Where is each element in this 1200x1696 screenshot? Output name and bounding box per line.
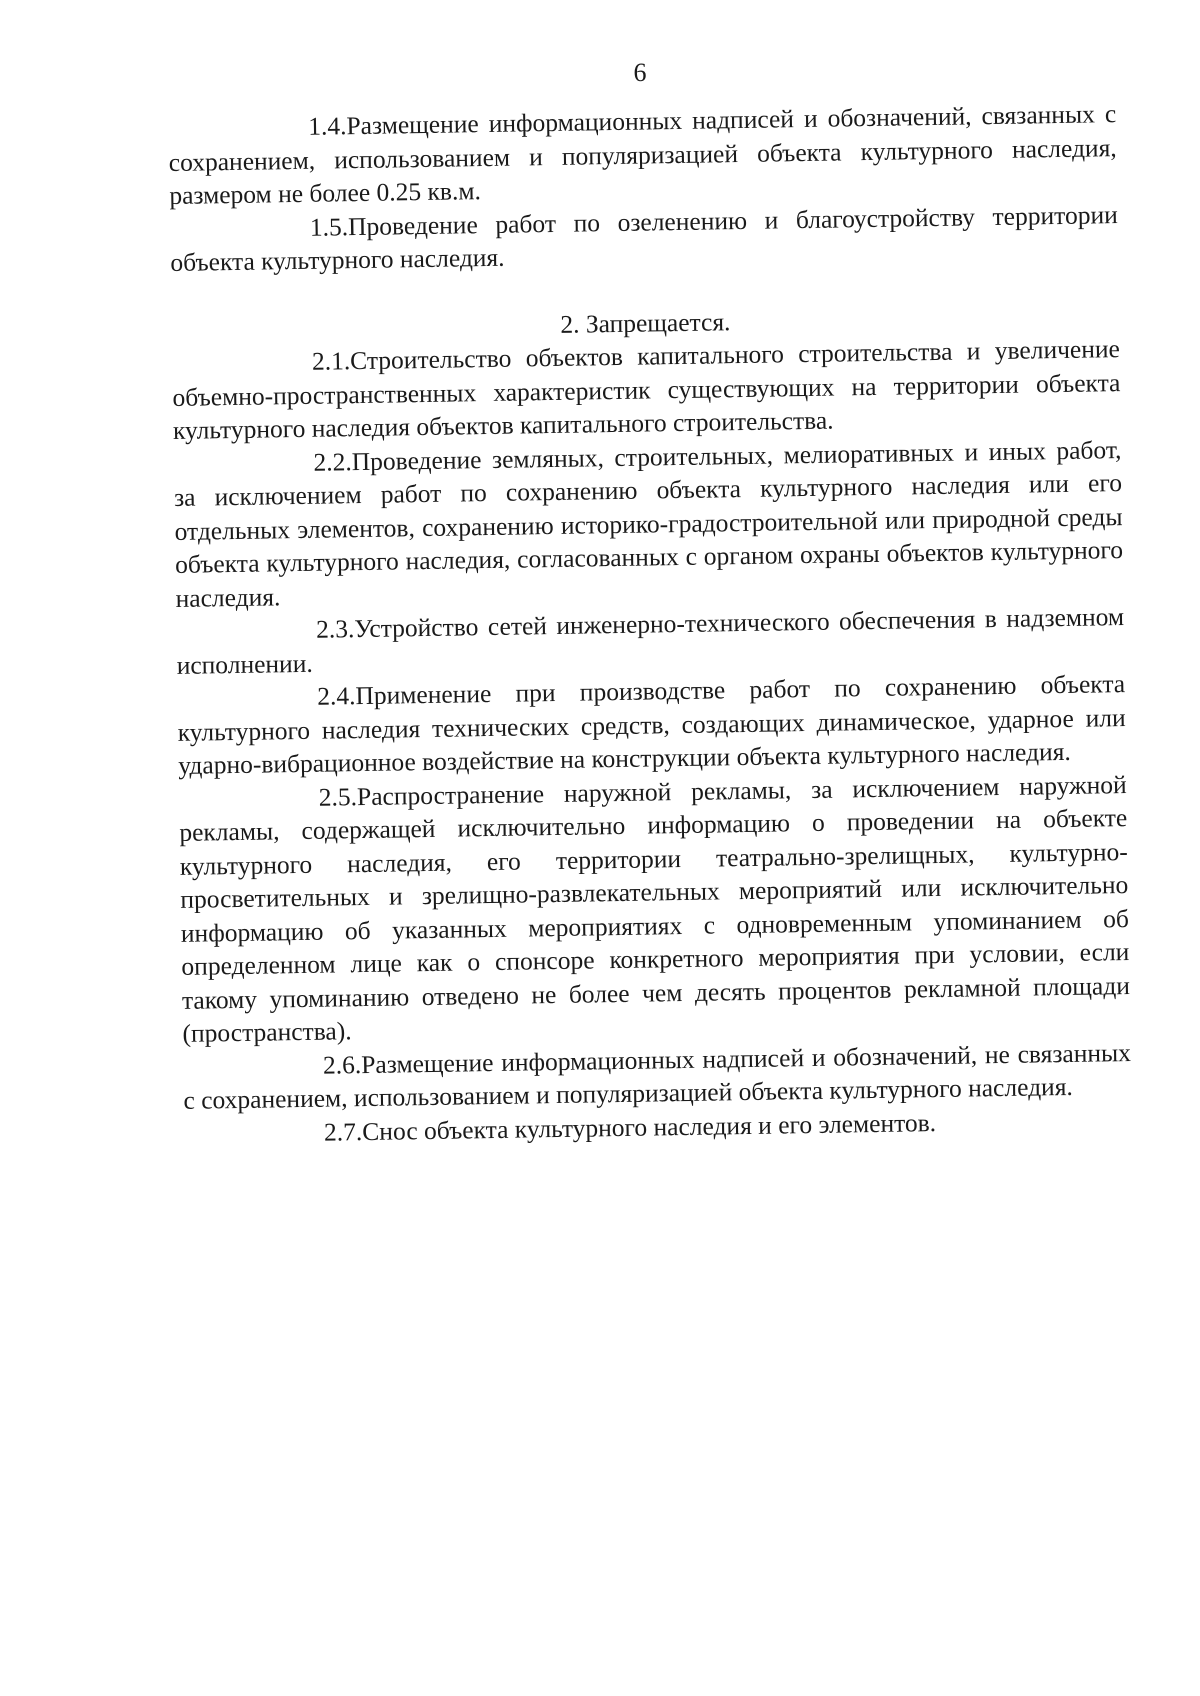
item-number: 1.4.	[308, 111, 347, 141]
item-text: Строительство объектов капитального строительства и увеличение объемно-пространственных характеристик существующих на территории объекта культурного наследия объектов капитального строительства.	[172, 334, 1121, 445]
section-title: 2. Запрещается.	[560, 306, 731, 339]
item-number: 2.6.	[322, 1049, 362, 1080]
item-text: Устройство сетей инженерно-технического обеспечения в надземном исполнении.	[176, 602, 1125, 680]
list-item	[170, 198, 1119, 280]
item-text: Размещение информационных надписей и обозначений, не связанных с сохранением, использованием и популяризацией объекта культурного наследия.	[183, 1037, 1132, 1115]
item-number: 2.1.	[311, 346, 351, 376]
document-body	[168, 97, 1132, 1151]
item-number: 1.5.	[309, 211, 349, 242]
item-number: 2.4.	[316, 681, 356, 711]
item-number: 2.3.	[315, 614, 355, 644]
list-item	[173, 433, 1124, 615]
item-number: 2.7.	[323, 1116, 363, 1147]
item-number: 2.2.	[313, 446, 352, 477]
item-text: Проведение земляных, строительных, мелиоративных и иных работ, за исключением работ по сохранению объекта культурного наследия или его отдельных элементов, сохранению историко-градостроительной или природной среды объекта культурного наследия, согласованных с органом охраны объектов культурного наследия.	[173, 434, 1124, 613]
list-item	[179, 768, 1131, 1051]
list-item	[177, 667, 1126, 782]
item-text: Распространение наружной рекламы, за исключением наружной рекламы, содержащей исключительно информацию о проведении на объекте культурного наследия, его территории театрально-зрелищных, культурно-просветительных и зрелищно-развлекательных мероприятий или исключительно информацию об указанных мероприятиях с одновременным упоминанием об определенном лице как о спонсоре конкретного мероприятия при условии, если такому упоминанию отведено не более чем десять процентов рекламной площади (пространства).	[179, 769, 1131, 1048]
list-item	[168, 97, 1117, 212]
item-text: Снос объекта культурного наследия и его элементов.	[362, 1107, 937, 1146]
item-text: Размещение информационных надписей и обозначений, связанных с сохранением, использованием и популяризацией объекта культурного наследия, размером не более 0.25 кв.м.	[168, 99, 1117, 210]
item-text: Проведение работ по озеленению и благоустройству территории объекта культурного наследия.	[170, 199, 1118, 277]
page-number: 6	[633, 58, 647, 87]
item-number: 2.5.	[318, 781, 358, 812]
list-item	[172, 332, 1121, 447]
item-text: Применение при производстве работ по сохранению объекта культурного наследия технических средств, создающих динамическое, ударное или ударно-вибрационное воздействие на конструкции объекта культурного наследия.	[177, 669, 1126, 780]
